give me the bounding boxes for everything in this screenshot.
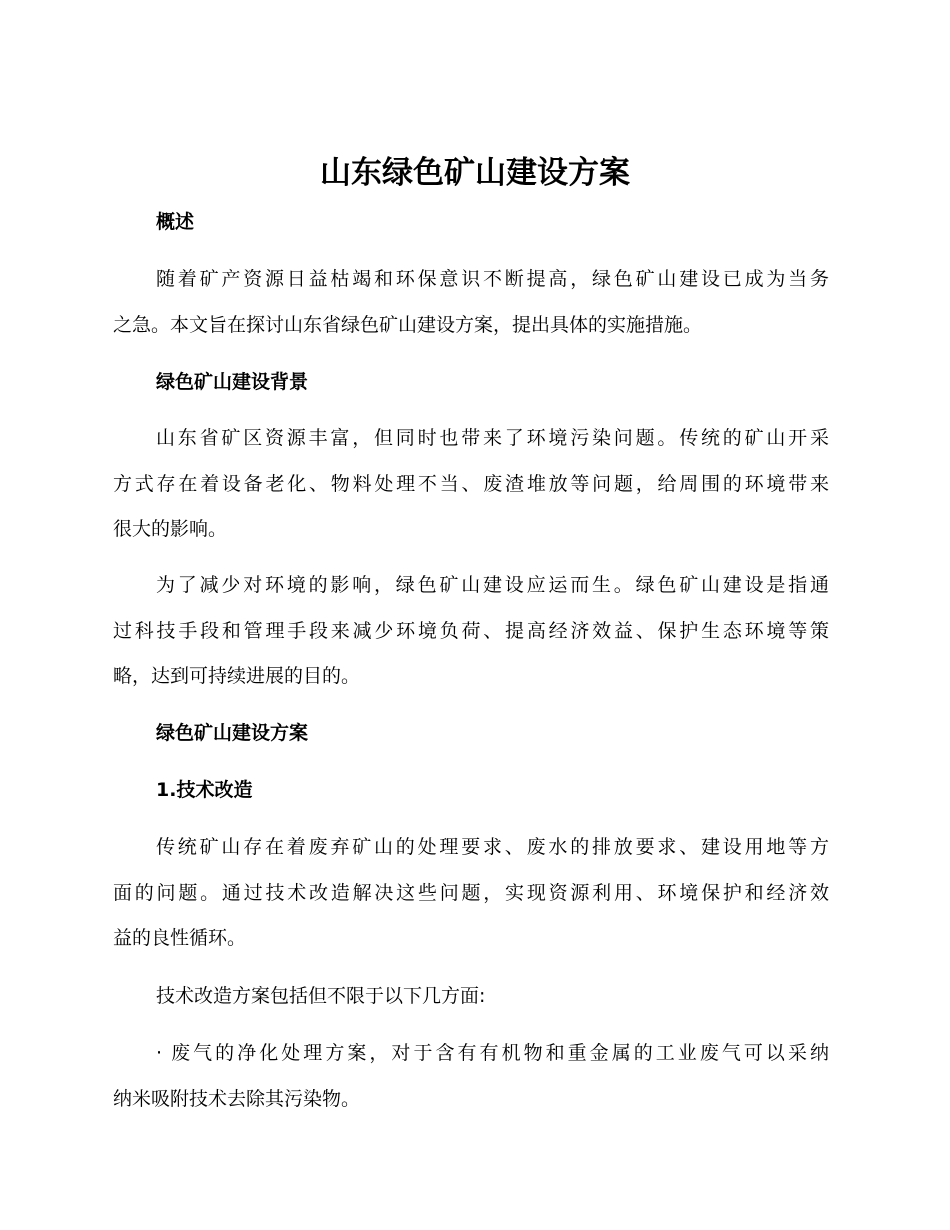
paragraph-line: 略，达到可持续进展的目的。 xyxy=(113,665,361,687)
paragraph-line: · 废气的净化处理方案，对于含有有机物和重金属的工业废气可以采纳 xyxy=(156,1042,829,1064)
paragraph-intro xyxy=(113,257,829,348)
paragraph-bullet xyxy=(113,1031,829,1122)
heading-overview: 概述 xyxy=(156,211,195,233)
paragraph-line: 面的问题。通过技术改造解决这些问题，实现资源利用、环境保护和经济效 xyxy=(113,881,829,904)
paragraph-background-2 xyxy=(113,563,829,700)
paragraph-line: 山东省矿区资源丰富，但同时也带来了环境污染问题。传统的矿山开采 xyxy=(156,427,829,449)
paragraph-tech-intro: 技术改造方案包括但不限于以下几方面: xyxy=(156,985,486,1007)
paragraph-line: 为了减少对环境的影响，绿色矿山建设应运而生。绿色矿山建设是指通 xyxy=(156,574,829,596)
paragraph-line: 传统矿山存在着废弃矿山的处理要求、废水的排放要求、建设用地等方 xyxy=(156,836,829,858)
paragraph-line: 方式存在着设备老化、物料处理不当、废渣堆放等问题，给周围的环境带来 xyxy=(113,472,829,495)
heading-background: 绿色矿山建设背景 xyxy=(156,371,309,393)
paragraph-line: 纳米吸附技术去除其污染物。 xyxy=(113,1087,361,1110)
paragraph-line: 随着矿产资源日益枯竭和环保意识不断提高，绿色矿山建设已成为当务 xyxy=(156,268,829,290)
paragraph-line: 过科技手段和管理手段来减少环境负荷、提高经济效益、保护生态环境等策 xyxy=(113,619,829,642)
paragraph-tech xyxy=(113,825,829,962)
paragraph-line: 益的良性循环。 xyxy=(113,927,247,949)
paragraph-background-1 xyxy=(113,416,829,553)
heading-tech: 1.技术改造 xyxy=(156,779,253,801)
paragraph-line: 很大的影响。 xyxy=(113,518,228,540)
document-title: 山东绿色矿山建设方案 xyxy=(320,155,630,191)
paragraph-line: 之急。本文旨在探讨山东省绿色矿山建设方案，提出具体的实施措施。 xyxy=(113,313,703,336)
heading-plan: 绿色矿山建设方案 xyxy=(156,722,309,744)
